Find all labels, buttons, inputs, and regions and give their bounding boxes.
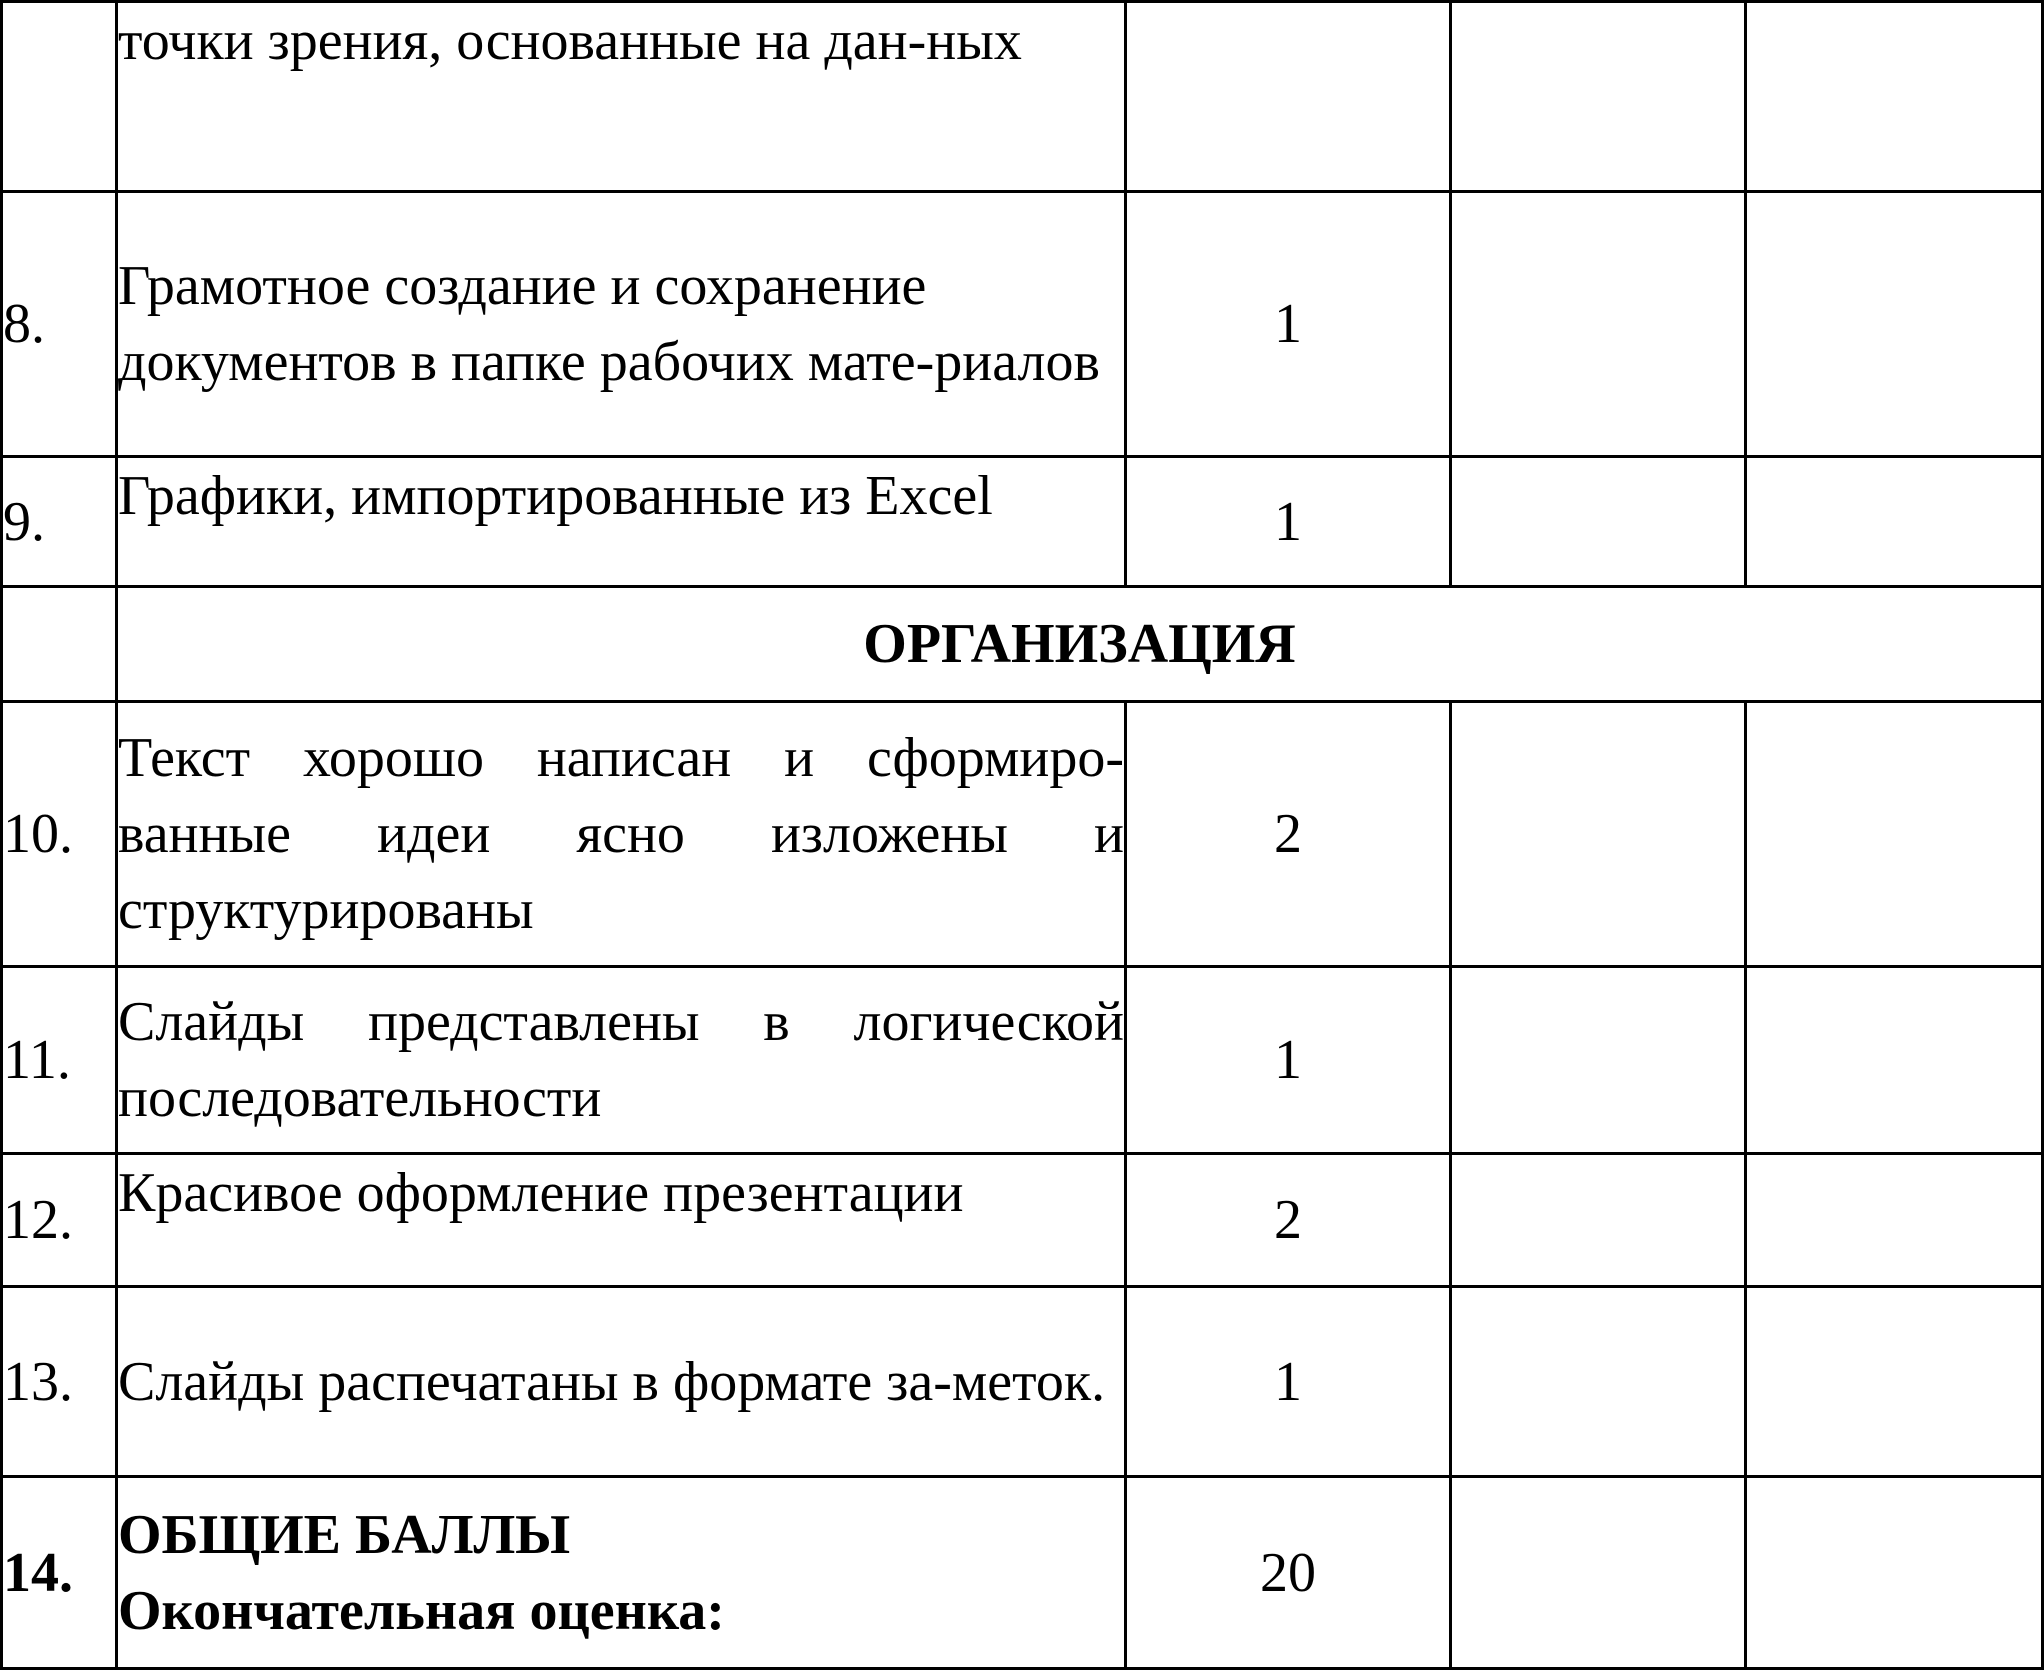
final-grade-label: Окончательная оценка: [118,1579,725,1642]
score-cell [1746,457,2043,587]
row-number: 13. [2,1287,117,1477]
criterion-cell [117,192,1126,457]
score-cell [1451,192,1746,457]
table-row [2,702,2043,967]
criterion-text: Слайды представлены в логической последовательности [118,991,1124,1129]
criterion-cell [117,1154,1126,1287]
max-score: 2 [1126,702,1451,967]
score-cell [1746,2,2043,192]
max-score: 1 [1126,967,1451,1154]
criterion-text: Слайды распечатаны в формате за-меток. [118,1350,1106,1413]
score-cell [1451,1154,1746,1287]
criterion-cell [117,967,1126,1154]
row-number-cell [2,2,117,192]
table-row [2,192,2043,457]
row-number: 9. [2,457,117,587]
score-cell [1451,457,1746,587]
criterion-text: точки зрения, основанные на дан-ных [118,10,1022,72]
score-cell [1451,1287,1746,1477]
total-label: ОБЩИЕ БАЛЛЫ [118,1503,571,1566]
score-cell [1451,967,1746,1154]
max-score: 1 [1126,457,1451,587]
score-cell [1451,2,1746,192]
table-row [2,1154,2043,1287]
score-cell [1451,1477,1746,1669]
total-row [2,1477,2043,1669]
row-number: 14. [2,1477,117,1669]
total-cell [117,1477,1126,1669]
row-number-cell [2,587,117,702]
table-row [2,2,2043,192]
section-row [2,587,2043,702]
max-score: 1 [1126,192,1451,457]
score-cell [1746,192,2043,457]
table-row [2,457,2043,587]
table-row [2,1287,2043,1477]
criterion-text: Графики, импортированные из Excel [118,465,993,527]
row-number: 11. [2,967,117,1154]
max-total-score: 20 [1126,1477,1451,1669]
criterion-text: Текст хорошо написан и сформиро-ванные идеи ясно изложены и структурированы [118,727,1124,941]
row-number: 10. [2,702,117,967]
section-title: ОРГАНИЗАЦИЯ [117,587,2043,702]
row-number: 12. [2,1154,117,1287]
score-cell [1746,1287,2043,1477]
score-cell [1451,702,1746,967]
row-number: 8. [2,192,117,457]
max-score-cell [1126,2,1451,192]
criterion-text: Грамотное создание и сохранение документов в папке рабочих мате-риалов [118,255,1100,393]
max-score: 1 [1126,1287,1451,1477]
criterion-cell [117,1287,1126,1477]
score-cell [1746,1154,2043,1287]
score-cell [1746,702,2043,967]
table-row [2,967,2043,1154]
score-cell [1746,967,2043,1154]
criterion-text: Красивое оформление презентации [118,1162,964,1224]
max-score: 2 [1126,1154,1451,1287]
criterion-cell [117,457,1126,587]
criterion-cell [117,2,1126,192]
score-cell [1746,1477,2043,1669]
criterion-cell [117,702,1126,967]
